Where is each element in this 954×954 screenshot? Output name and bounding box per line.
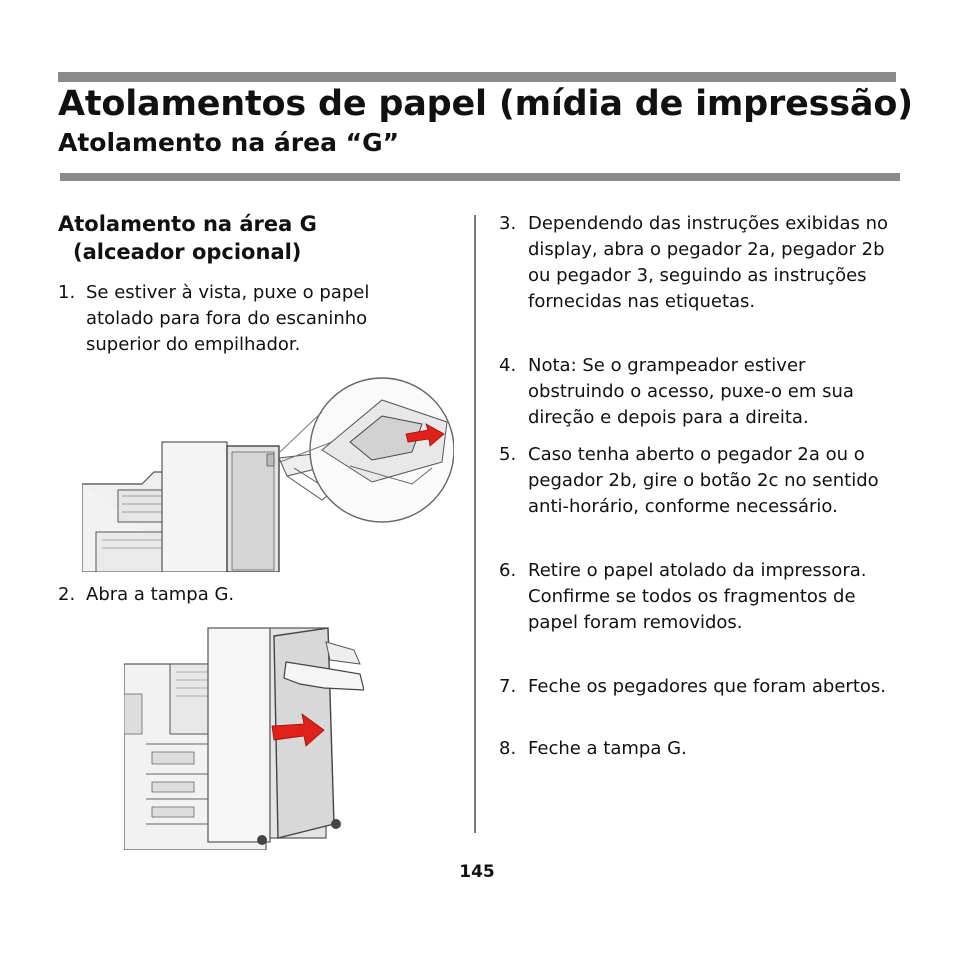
header-rule-bottom: [60, 173, 900, 181]
step-6: [499, 558, 899, 636]
step-text: Nota: Se o grampeador estiver obstruindo o acesso, puxe-o em sua direção e depois para a direita.: [528, 355, 854, 428]
step-number: 2.: [58, 584, 76, 605]
step-8: [499, 736, 899, 762]
step-7: [499, 674, 899, 700]
open-cover-g-illustration: [124, 624, 364, 850]
step-text: Caso tenha aberto o pegador 2a ou o pegador 2b, gire o botão 2c no sentido anti-horário, conforme necessário.: [528, 444, 879, 517]
section-heading-line1: Atolamento na área G: [58, 212, 317, 236]
step-5: [499, 442, 899, 520]
step-text: Feche a tampa G.: [528, 738, 687, 759]
step-text: Dependendo das instruções exibidas no display, abra o pegador 2a, pegador 2b ou pegador 3, seguindo as instruções fornecidas nas etiquetas.: [528, 213, 889, 312]
step-4: [499, 353, 899, 431]
step-number: 3.: [499, 213, 517, 234]
step-number: 6.: [499, 560, 517, 581]
page-number: 145: [459, 862, 495, 882]
step-3: [499, 211, 899, 315]
step-number: 7.: [499, 676, 517, 697]
section-heading: [58, 210, 458, 266]
step-1: [58, 280, 418, 358]
page-title: Atolamentos de papel (mídia de impressão): [58, 84, 913, 124]
left-column: [58, 210, 458, 266]
step-text: Se estiver à vista, puxe o papel atolado para fora do escaninho superior do empilhador.: [86, 282, 370, 355]
step-number: 5.: [499, 444, 517, 465]
step-number: 1.: [58, 282, 76, 303]
section-heading-line2: (alceador opcional): [73, 240, 302, 264]
step-2: [58, 582, 418, 608]
page-subtitle: Atolamento na área “G”: [58, 128, 400, 157]
step-text: Feche os pegadores que foram abertos.: [528, 676, 886, 697]
step-text: Abra a tampa G.: [86, 584, 235, 605]
header-rule-top: [58, 72, 896, 82]
column-divider: [474, 215, 476, 833]
paper-jam-stacker-illustration: [82, 372, 454, 572]
step-text: Retire o papel atolado da impressora. Confirme se todos os fragmentos de papel foram removidos.: [528, 560, 867, 633]
step-number: 4.: [499, 355, 517, 376]
step-number: 8.: [499, 738, 517, 759]
